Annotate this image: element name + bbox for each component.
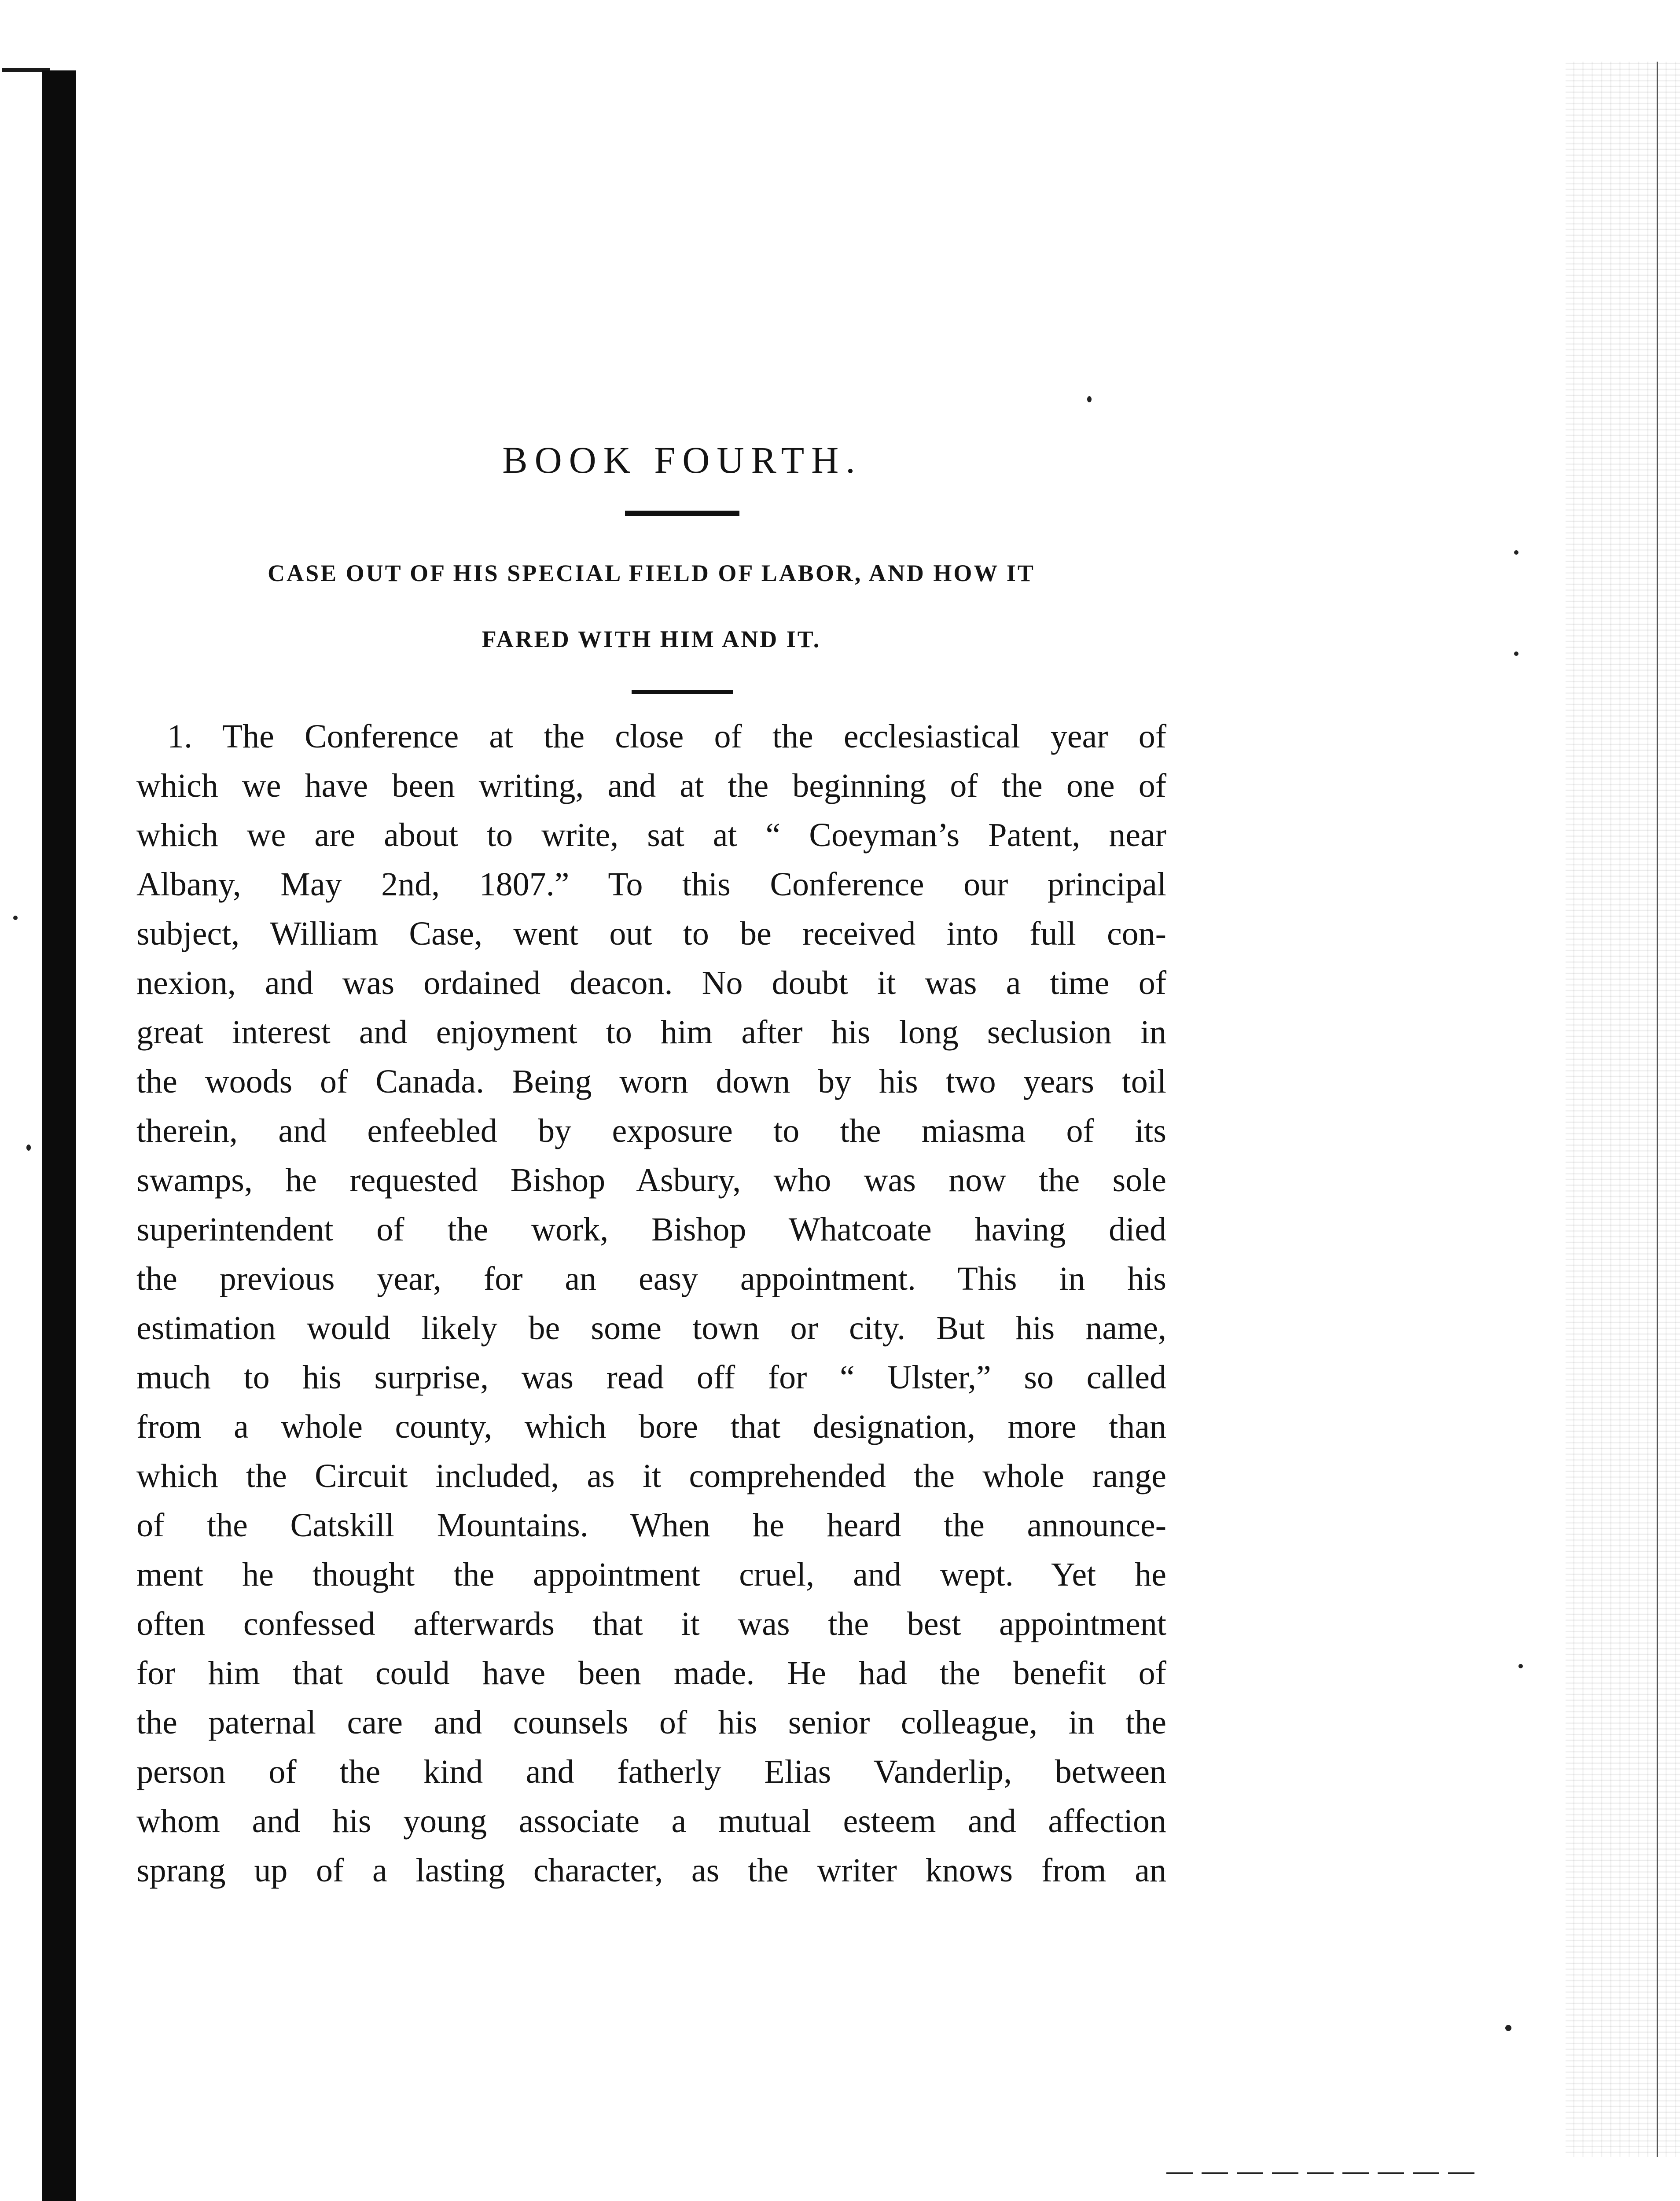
page-edge-line [1657,62,1658,2157]
chapter-heading-line-1: CASE OUT OF HIS SPECIAL FIELD OF LABOR, AND HOW IT [268,560,1035,586]
page-content [136,431,1166,1895]
paragraph-line: whom and his young associate a mutual esteem and affection [136,1803,1166,1840]
paragraph-line: 1. The Conference at the close of the ecclesiastical year of [167,718,1166,755]
paragraph-line: for him that could have been made. He had the benefit of [136,1655,1166,1692]
scan-speck [1514,550,1518,555]
paragraph-line: the paternal care and counsels of his senior colleague, in the [136,1704,1166,1741]
paragraph-line: often confessed afterwards that it was the best appointment [136,1605,1166,1642]
title-rule [625,511,739,516]
scan-speck [13,916,18,920]
book-title: BOOK FOURTH. [502,439,862,481]
scan-speck [1505,2025,1511,2031]
paragraph-line: swamps, he requested Bishop Asbury, who was now the sole [136,1162,1166,1199]
scan-speck [1518,1664,1523,1668]
paragraph-line: the woods of Canada. Being worn down by his two years toil [136,1063,1166,1100]
scan-speck [26,1145,31,1151]
paragraph-line: great interest and enjoyment to him after his long seclusion in [136,1014,1166,1051]
body-paragraph [136,712,1166,1895]
paragraph-line: much to his surprise, was read off for “ Ulster,” so called [136,1359,1166,1396]
paragraph-line: which the Circuit included, as it comprehended the whole range [136,1458,1166,1494]
page-edge-noise [1566,62,1680,2157]
paragraph-line: therein, and enfeebled by exposure to the miasma of its [136,1112,1166,1149]
paragraph-line: estimation would likely be some town or city. But his name, [136,1310,1166,1347]
paragraph-line: from a whole county, which bore that designation, more than [136,1408,1166,1445]
scan-speck [1514,651,1518,656]
paragraph-line: nexion, and was ordained deacon. No doubt it was a time of [136,964,1166,1001]
scan-speck [1087,396,1092,402]
paragraph-line: superintendent of the work, Bishop Whatcoate having died [136,1211,1166,1248]
paragraph-line: person of the kind and fatherly Elias Vanderlip, between [136,1753,1166,1790]
paragraph-line: which we are about to write, sat at “ Coeyman’s Patent, near [136,817,1166,854]
paragraph-line: sprang up of a lasting character, as the writer knows from an [136,1852,1166,1889]
paragraph-line: ment he thought the appointment cruel, and wept. Yet he [136,1556,1166,1593]
paragraph-line: of the Catskill Mountains. When he heard the announce- [136,1507,1166,1544]
paragraph-line: Albany, May 2nd, 1807.” To this Conference our principal [136,866,1166,903]
chapter-heading-line-2: FARED WITH HIM AND IT. [482,626,821,652]
paragraph-line: which we have been writing, and at the beginning of the one of [136,767,1166,804]
paragraph-line: the previous year, for an easy appointment. This in his [136,1260,1166,1297]
chapter-heading [136,540,1166,672]
heading-rule [632,690,733,694]
bottom-edge-rule [1166,2172,1474,2174]
paragraph-line: subject, William Case, went out to be received into full con- [136,915,1166,952]
binding-strip [42,70,76,2201]
